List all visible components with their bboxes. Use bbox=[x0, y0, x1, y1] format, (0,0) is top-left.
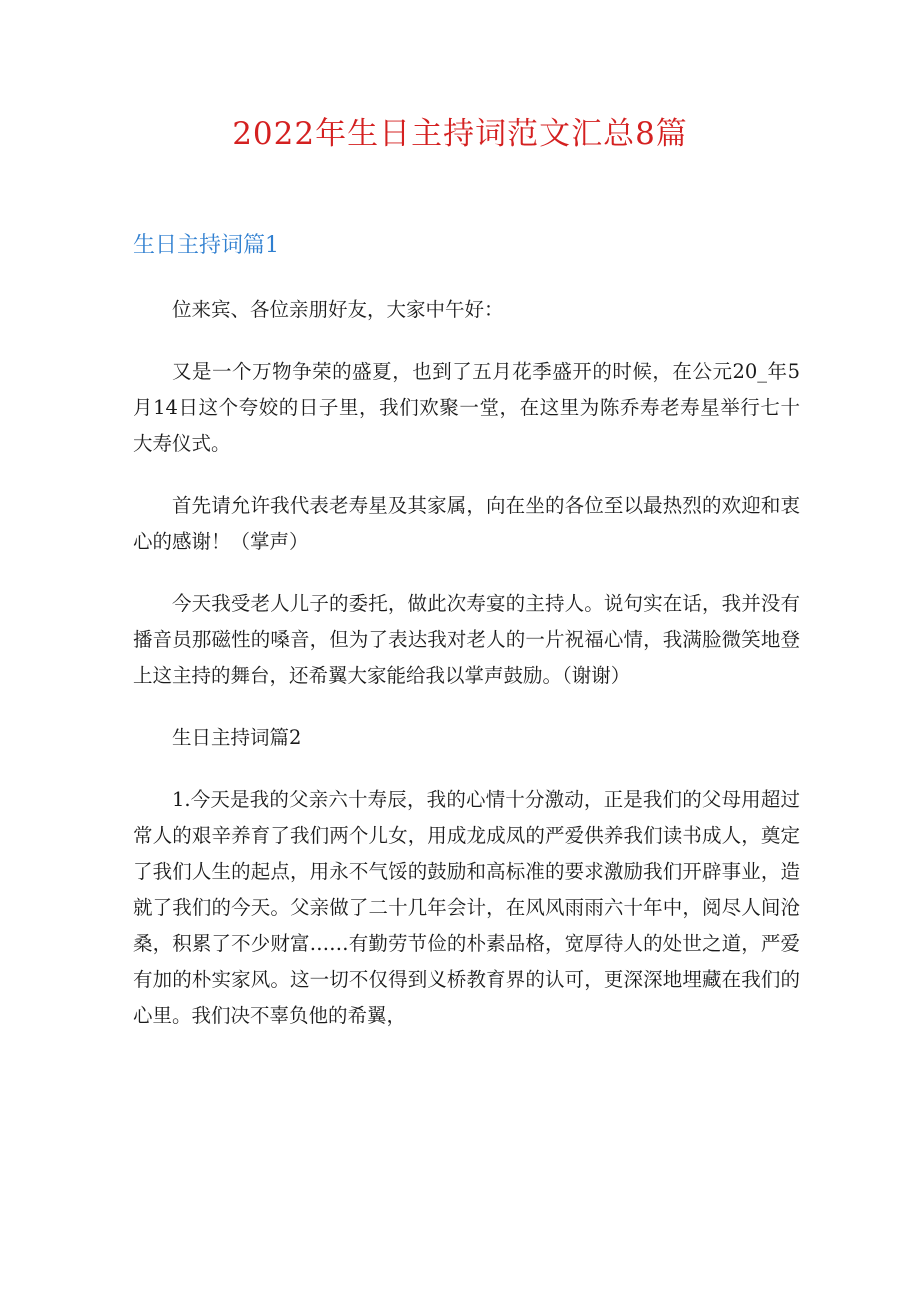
paragraph-father-birthday: 1.今天是我的父亲六十寿辰，我的心情十分激动，正是我们的父母用超过常人的艰辛养育了我们两个儿女，用成龙成凤的严爱供养我们读书成人，奠定了我们人生的起点，用永不气馁的鼓励和高标准的要求激励我们开辟事业，造就了我们的今天。父亲做了二十几年会计，在风风雨雨六十年中，阅尽人间沧桑，积累了不少财富……有勤劳节俭的朴素品格，宽厚待人的处世之道，严爱有加的朴实家风。这一切不仅得到义桥教育界的认可，更深深地埋藏在我们的心里。我们决不辜负他的希翼， bbox=[133, 788, 800, 1027]
paragraph-opening: 又是一个万物争荣的盛夏，也到了五月花季盛开的时候，在公元20_年5月14日这个夸姣的日子里，我们欢聚一堂，在这里为陈乔寿老寿星举行七十大寿仪式。 bbox=[133, 360, 800, 455]
paragraph-host-intro: 今天我受老人儿子的委托，做此次寿宴的主持人。说句实在话，我并没有播音员那磁性的嗓音，但为了表达我对老人的一片祝福心情，我满脸微笑地登上这主持的舞台，还希翼大家能给我以掌声鼓励。（谢谢） bbox=[133, 592, 800, 687]
paragraph-welcome: 首先请允许我代表老寿星及其家属，向在坐的各位至以最热烈的欢迎和衷心的感谢！（掌声） bbox=[133, 494, 800, 553]
paragraph-greeting: 位来宾、各位亲朋好友，大家中午好： bbox=[172, 298, 504, 321]
document-title: 2022年生日主持词范文汇总8篇 bbox=[232, 116, 688, 152]
section-heading-2: 生日主持词篇2 bbox=[172, 726, 302, 749]
section-heading-1: 生日主持词篇1 bbox=[133, 233, 279, 258]
document-body bbox=[133, 292, 800, 1060]
